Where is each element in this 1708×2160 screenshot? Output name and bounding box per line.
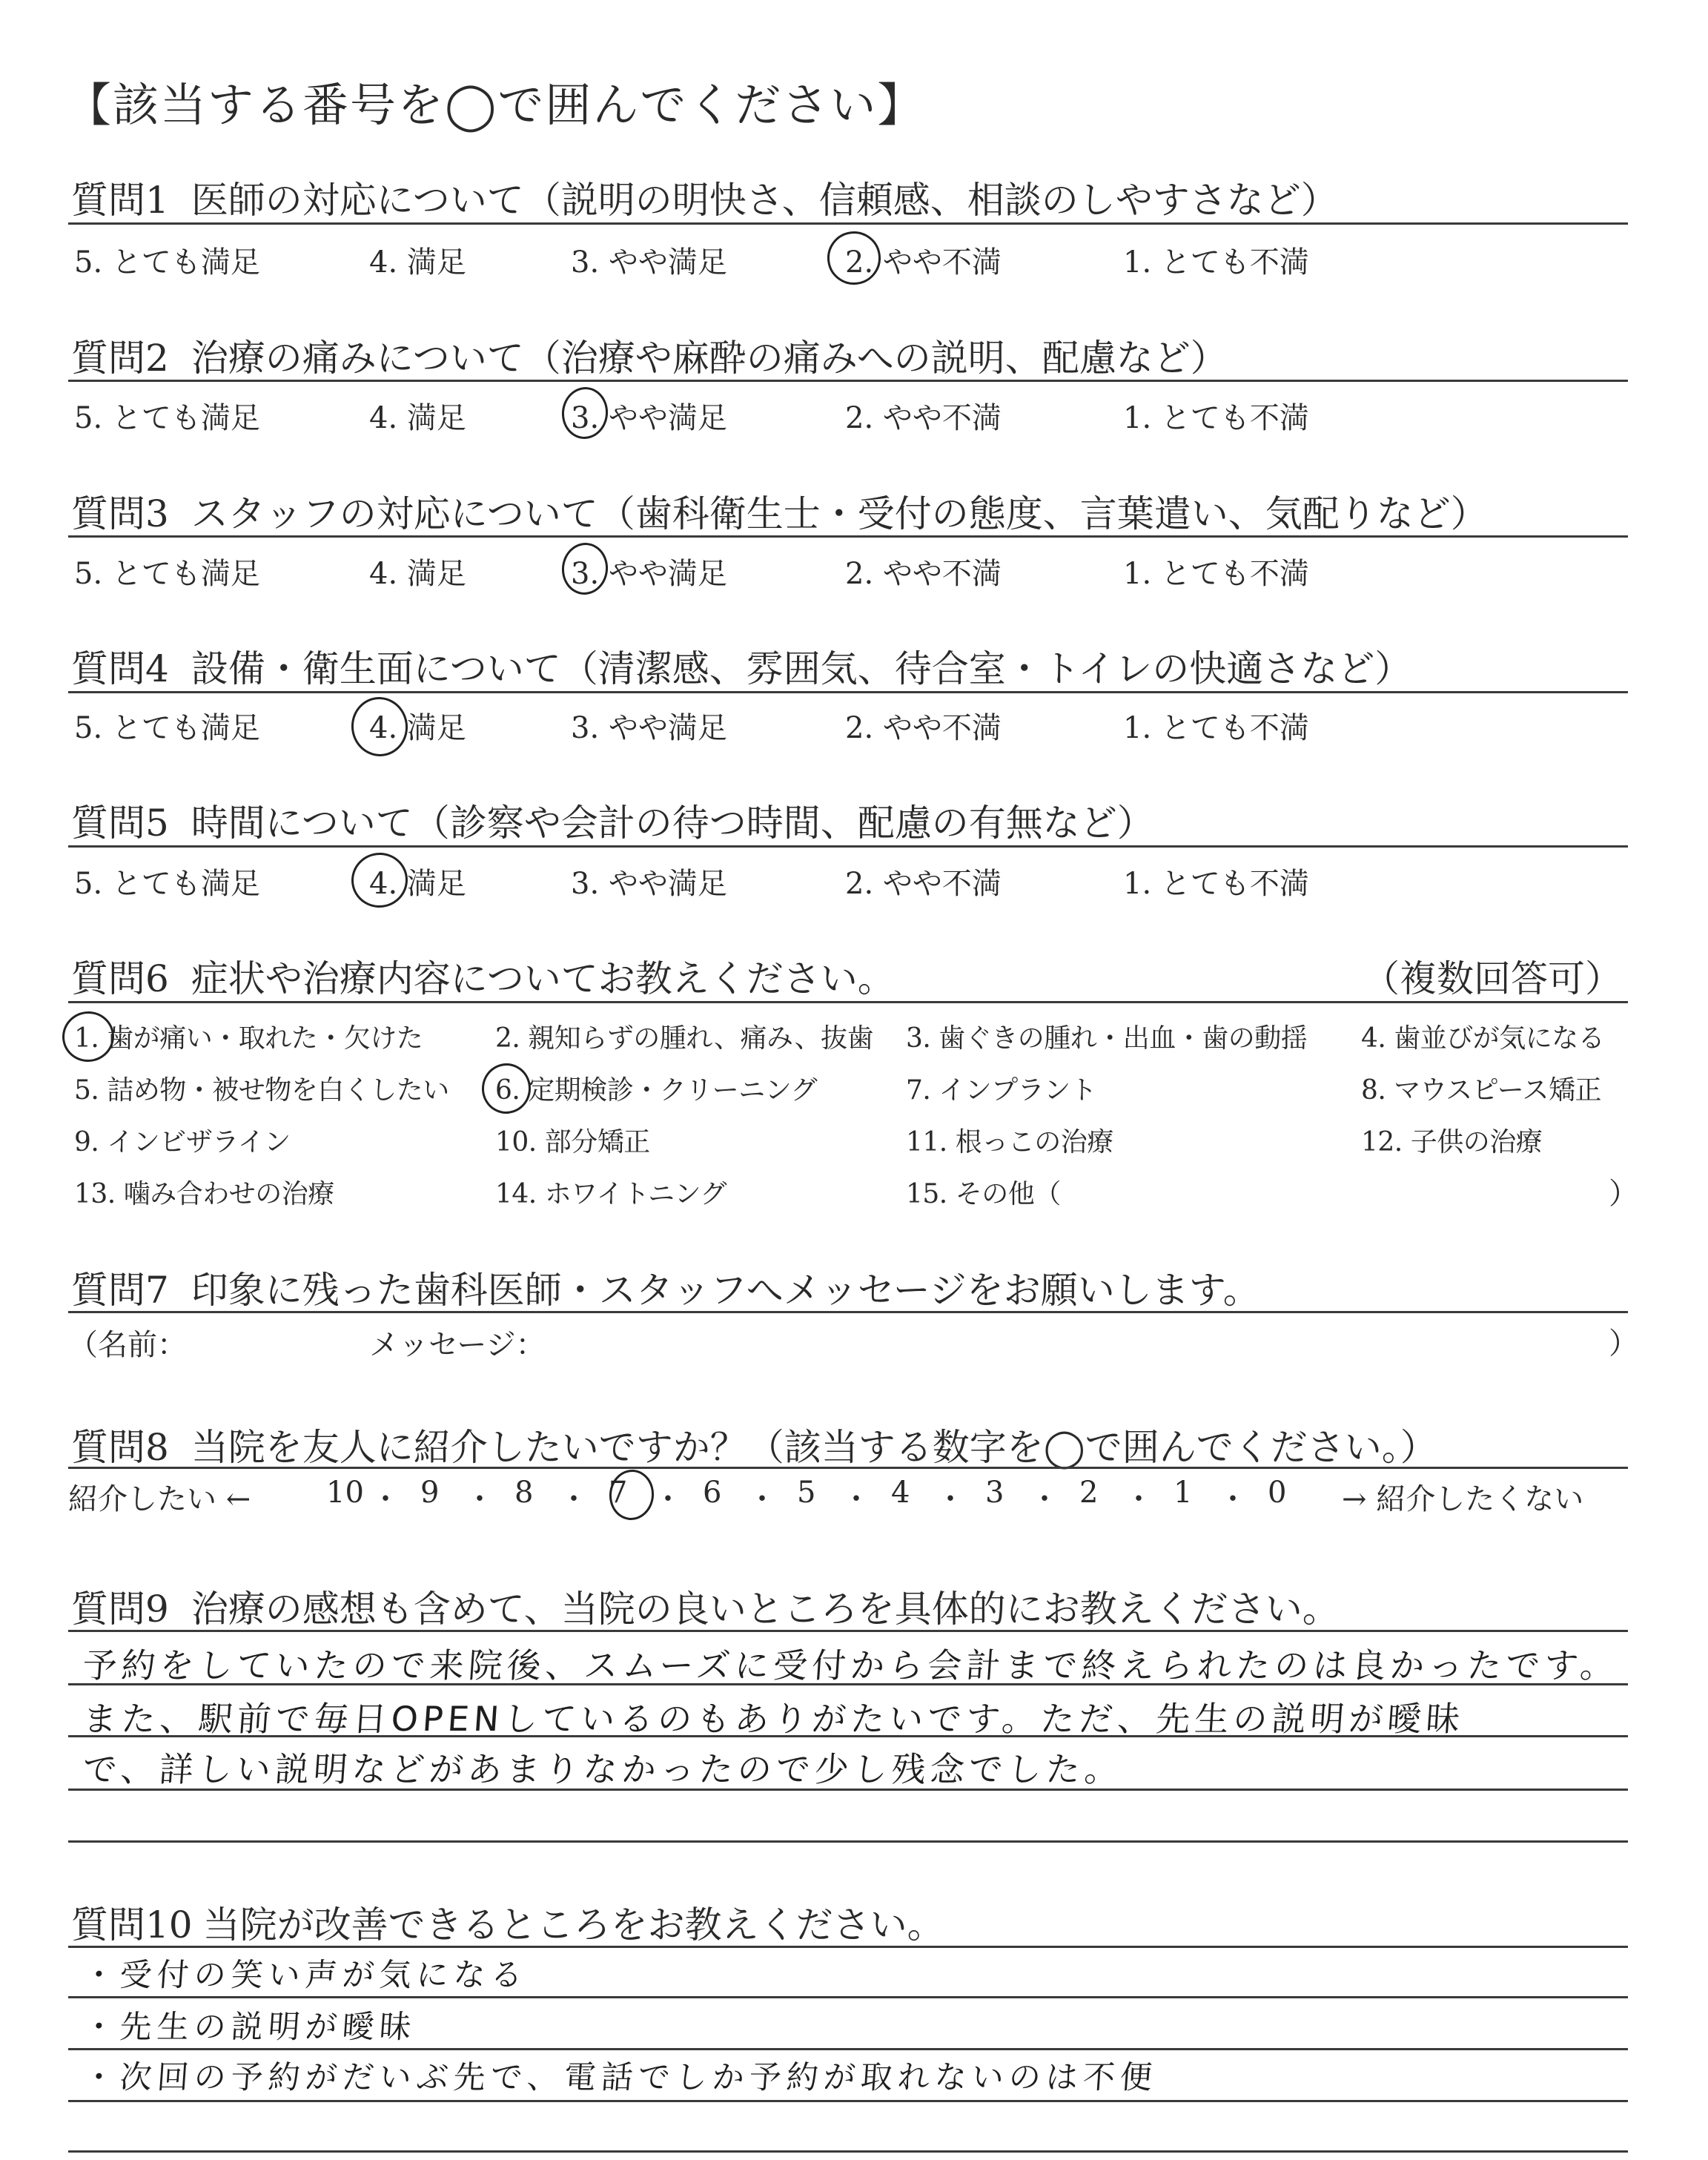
question-4-rule <box>68 691 1628 693</box>
q8-scale-value-6[interactable]: 6 <box>703 1476 722 1510</box>
q9-answer-line-2: また、駅前で毎日OPENしているのもありがたいです。ただ、先生の説明が曖昧 <box>81 1699 1466 1739</box>
question-8-number: 質問8 <box>71 1426 169 1469</box>
question-1-rule <box>68 222 1628 225</box>
question-9-number: 質問9 <box>71 1588 169 1631</box>
question-4-heading <box>71 639 1411 693</box>
q4-option-4[interactable]: 4. 満足 <box>369 711 466 745</box>
question-10-heading <box>71 1895 944 1949</box>
q4-option-3[interactable]: 3. やや満足 <box>571 711 727 745</box>
q1-option-5[interactable]: 5. とても満足 <box>74 245 260 280</box>
q7-close-paren: ） <box>1609 1327 1638 1361</box>
q6-option-10[interactable]: 10. 部分矯正 <box>495 1127 650 1157</box>
q2-option-3[interactable]: 3. やや満足 <box>571 401 727 435</box>
question-3-text: スタッフの対応について（歯科衛生士・受付の態度、言葉遣い、気配りなど） <box>191 492 1488 535</box>
q8-scale-value-4[interactable]: 4 <box>891 1476 910 1510</box>
q6-option-12[interactable]: 12. 子供の治療 <box>1361 1127 1543 1157</box>
q1-option-1[interactable]: 1. とても不満 <box>1123 245 1309 280</box>
q10-answer-line-1: ・受付の笑い声が気になる <box>82 1957 529 1994</box>
question-3-number: 質問3 <box>71 492 169 535</box>
q10-answer-rule-1 <box>68 1996 1628 1998</box>
question-6-heading <box>71 949 895 1003</box>
q1-option-3[interactable]: 3. やや満足 <box>571 245 727 280</box>
q3-option-4[interactable]: 4. 満足 <box>369 557 466 591</box>
q8-scale-value-0[interactable]: 0 <box>1268 1476 1287 1510</box>
q6-option-15[interactable]: 15. その他（ <box>906 1179 1061 1209</box>
question-5-rule <box>68 845 1628 848</box>
question-2-heading <box>71 328 1228 382</box>
q8-scale-value-8[interactable]: 8 <box>514 1476 534 1510</box>
q8-scale-value-9[interactable]: 9 <box>420 1476 440 1510</box>
question-1-heading <box>71 171 1338 224</box>
q6-option-7[interactable]: 7. インプラント <box>906 1075 1097 1106</box>
q6-option-3[interactable]: 3. 歯ぐきの腫れ・出血・歯の動揺 <box>906 1023 1308 1054</box>
q6-option-9[interactable]: 9. インビザライン <box>74 1127 291 1157</box>
q8-right-label: → 紹介したくない <box>1342 1482 1584 1516</box>
question-6-rule <box>68 1001 1628 1003</box>
q9-answer-rule-2 <box>68 1735 1628 1737</box>
question-3-heading <box>71 484 1488 538</box>
question-1-number: 質問1 <box>71 179 169 222</box>
q5-option-4[interactable]: 4. 満足 <box>369 867 466 901</box>
q9-answer-line-1: 予約をしていたので来院後、スムーズに受付から会計まで終えられたのは良かったです。 <box>81 1645 1621 1685</box>
q10-answer-rule-3 <box>68 2100 1628 2102</box>
q1-option-4[interactable]: 4. 満足 <box>369 245 466 280</box>
q8-scale-value-1[interactable]: 1 <box>1174 1476 1193 1510</box>
q8-scale-separator: ・ <box>371 1482 400 1516</box>
q8-scale-separator: ・ <box>1218 1482 1248 1516</box>
question-4-number: 質問4 <box>71 647 169 690</box>
q10-answer-line-3: ・次回の予約がだいぶ先で、電話でしか予約が取れないのは不便 <box>82 2059 1159 2096</box>
q4-option-2[interactable]: 2. やや不満 <box>845 711 1002 745</box>
question-5-heading <box>71 793 1154 847</box>
q6-option-2[interactable]: 2. 親知らずの腫れ、痛み、抜歯 <box>495 1023 874 1054</box>
question-8-heading <box>71 1418 1437 1471</box>
q9-answer-rule-3 <box>68 1789 1628 1791</box>
q8-scale-value-7[interactable]: 7 <box>609 1476 628 1510</box>
question-7-number: 質問7 <box>71 1269 169 1312</box>
q3-option-5[interactable]: 5. とても満足 <box>74 557 260 591</box>
q4-option-1[interactable]: 1. とても不満 <box>1123 711 1309 745</box>
q5-option-2[interactable]: 2. やや不満 <box>845 867 1002 901</box>
question-9-heading <box>71 1579 1340 1633</box>
q6-option-1[interactable]: 1. 歯が痛い・取れた・欠けた <box>74 1023 423 1054</box>
question-7-text: 印象に残った歯科医師・スタッフへメッセージをお願いします。 <box>191 1269 1260 1312</box>
q5-option-5[interactable]: 5. とても満足 <box>74 867 260 901</box>
q1-option-2[interactable]: 2. やや不満 <box>845 245 1002 280</box>
question-8-rule <box>68 1467 1628 1469</box>
q7-name-label: （名前： <box>68 1328 187 1362</box>
q8-scale-value-2[interactable]: 2 <box>1079 1476 1099 1510</box>
question-7-heading <box>71 1261 1260 1314</box>
q10-answer-line-2: ・先生の説明が曖昧 <box>82 2009 418 2046</box>
q8-scale-separator: ・ <box>936 1482 965 1516</box>
question-8-text: 当院を友人に紹介したいですか？（該当する数字を◯で囲んでください。） <box>191 1426 1437 1469</box>
q2-option-2[interactable]: 2. やや不満 <box>845 401 1002 435</box>
q6-option-13[interactable]: 13. 噛み合わせの治療 <box>74 1179 334 1209</box>
q4-selection-circle <box>348 693 411 760</box>
q3-option-2[interactable]: 2. やや不満 <box>845 557 1002 591</box>
q9-answer-line-3: で、詳しい説明などがあまりなかったので少し残念でした。 <box>81 1749 1125 1789</box>
q10-answer-rule-4 <box>68 2150 1628 2153</box>
q8-scale-separator: ・ <box>1030 1482 1059 1516</box>
question-2-text: 治療の痛みについて（治療や麻酔の痛みへの説明、配慮など） <box>191 337 1228 380</box>
question-6-text: 症状や治療内容についてお教えください。 <box>191 957 895 1000</box>
q6-other-close-paren: ） <box>1609 1177 1638 1211</box>
q8-scale-separator: ・ <box>1124 1482 1153 1516</box>
q6-option-6[interactable]: 6. 定期検診・クリーニング <box>495 1075 818 1106</box>
q10-answer-rule-2 <box>68 2048 1628 2050</box>
q5-option-1[interactable]: 1. とても不満 <box>1123 867 1309 901</box>
question-6-number: 質問6 <box>71 957 169 1000</box>
q2-option-5[interactable]: 5. とても満足 <box>74 401 260 435</box>
q8-scale-separator: ・ <box>559 1482 589 1516</box>
question-4-text: 設備・衛生面について（清潔感、雰囲気、待合室・トイレの快適さなど） <box>191 647 1412 690</box>
question-7-rule <box>68 1311 1628 1313</box>
page-title: 【該当する番号を◯で囲んでください】 <box>65 78 925 132</box>
question-5-number: 質問5 <box>71 802 169 845</box>
question-3-rule <box>68 535 1628 538</box>
q9-answer-rule-1 <box>68 1683 1628 1685</box>
q8-scale-value-5[interactable]: 5 <box>797 1476 816 1510</box>
q6-option-14[interactable]: 14. ホワイトニング <box>495 1179 726 1209</box>
question-9-rule <box>68 1630 1628 1632</box>
q5-option-3[interactable]: 3. やや満足 <box>571 867 727 901</box>
question-1-text: 医師の対応について（説明の明快さ、信頼感、相談のしやすさなど） <box>191 179 1338 222</box>
q8-left-label: 紹介したい ← <box>68 1482 251 1516</box>
q3-option-3[interactable]: 3. やや満足 <box>571 557 727 591</box>
question-2-number: 質問2 <box>71 337 169 380</box>
q3-option-1[interactable]: 1. とても不満 <box>1123 557 1309 591</box>
q6-option-4[interactable]: 4. 歯並びが気になる <box>1361 1023 1605 1054</box>
q8-scale-separator: ・ <box>653 1482 683 1516</box>
q8-scale-separator: ・ <box>841 1482 871 1516</box>
question-10-number: 質問10 <box>71 1903 193 1946</box>
q2-option-4[interactable]: 4. 満足 <box>369 401 466 435</box>
q4-option-5[interactable]: 5. とても満足 <box>74 711 260 745</box>
q9-answer-rule-4 <box>68 1840 1628 1843</box>
q8-scale-separator: ・ <box>465 1482 494 1516</box>
q8-scale-separator: ・ <box>747 1482 777 1516</box>
question-9-text: 治療の感想も含めて、当院の良いところを具体的にお教えください。 <box>191 1588 1340 1631</box>
question-5-text: 時間について（診察や会計の待つ時間、配慮の有無など） <box>191 802 1154 845</box>
question-10-text: 当院が改善できるところをお教えください。 <box>202 1903 944 1946</box>
question-10-rule <box>68 1946 1628 1948</box>
question-2-rule <box>68 380 1628 382</box>
q8-scale-value-10[interactable]: 10 <box>326 1476 364 1510</box>
q6-option-11[interactable]: 11. 根っこの治療 <box>906 1127 1113 1157</box>
question-6-note: （複数回答可） <box>1363 957 1622 1000</box>
q6-option-5[interactable]: 5. 詰め物・被せ物を白くしたい <box>74 1075 449 1106</box>
q7-message-label: メッセージ： <box>369 1328 546 1362</box>
q8-scale-value-3[interactable]: 3 <box>985 1476 1004 1510</box>
q6-option-8[interactable]: 8. マウスピース矯正 <box>1361 1075 1601 1106</box>
q2-option-1[interactable]: 1. とても不満 <box>1123 401 1309 435</box>
